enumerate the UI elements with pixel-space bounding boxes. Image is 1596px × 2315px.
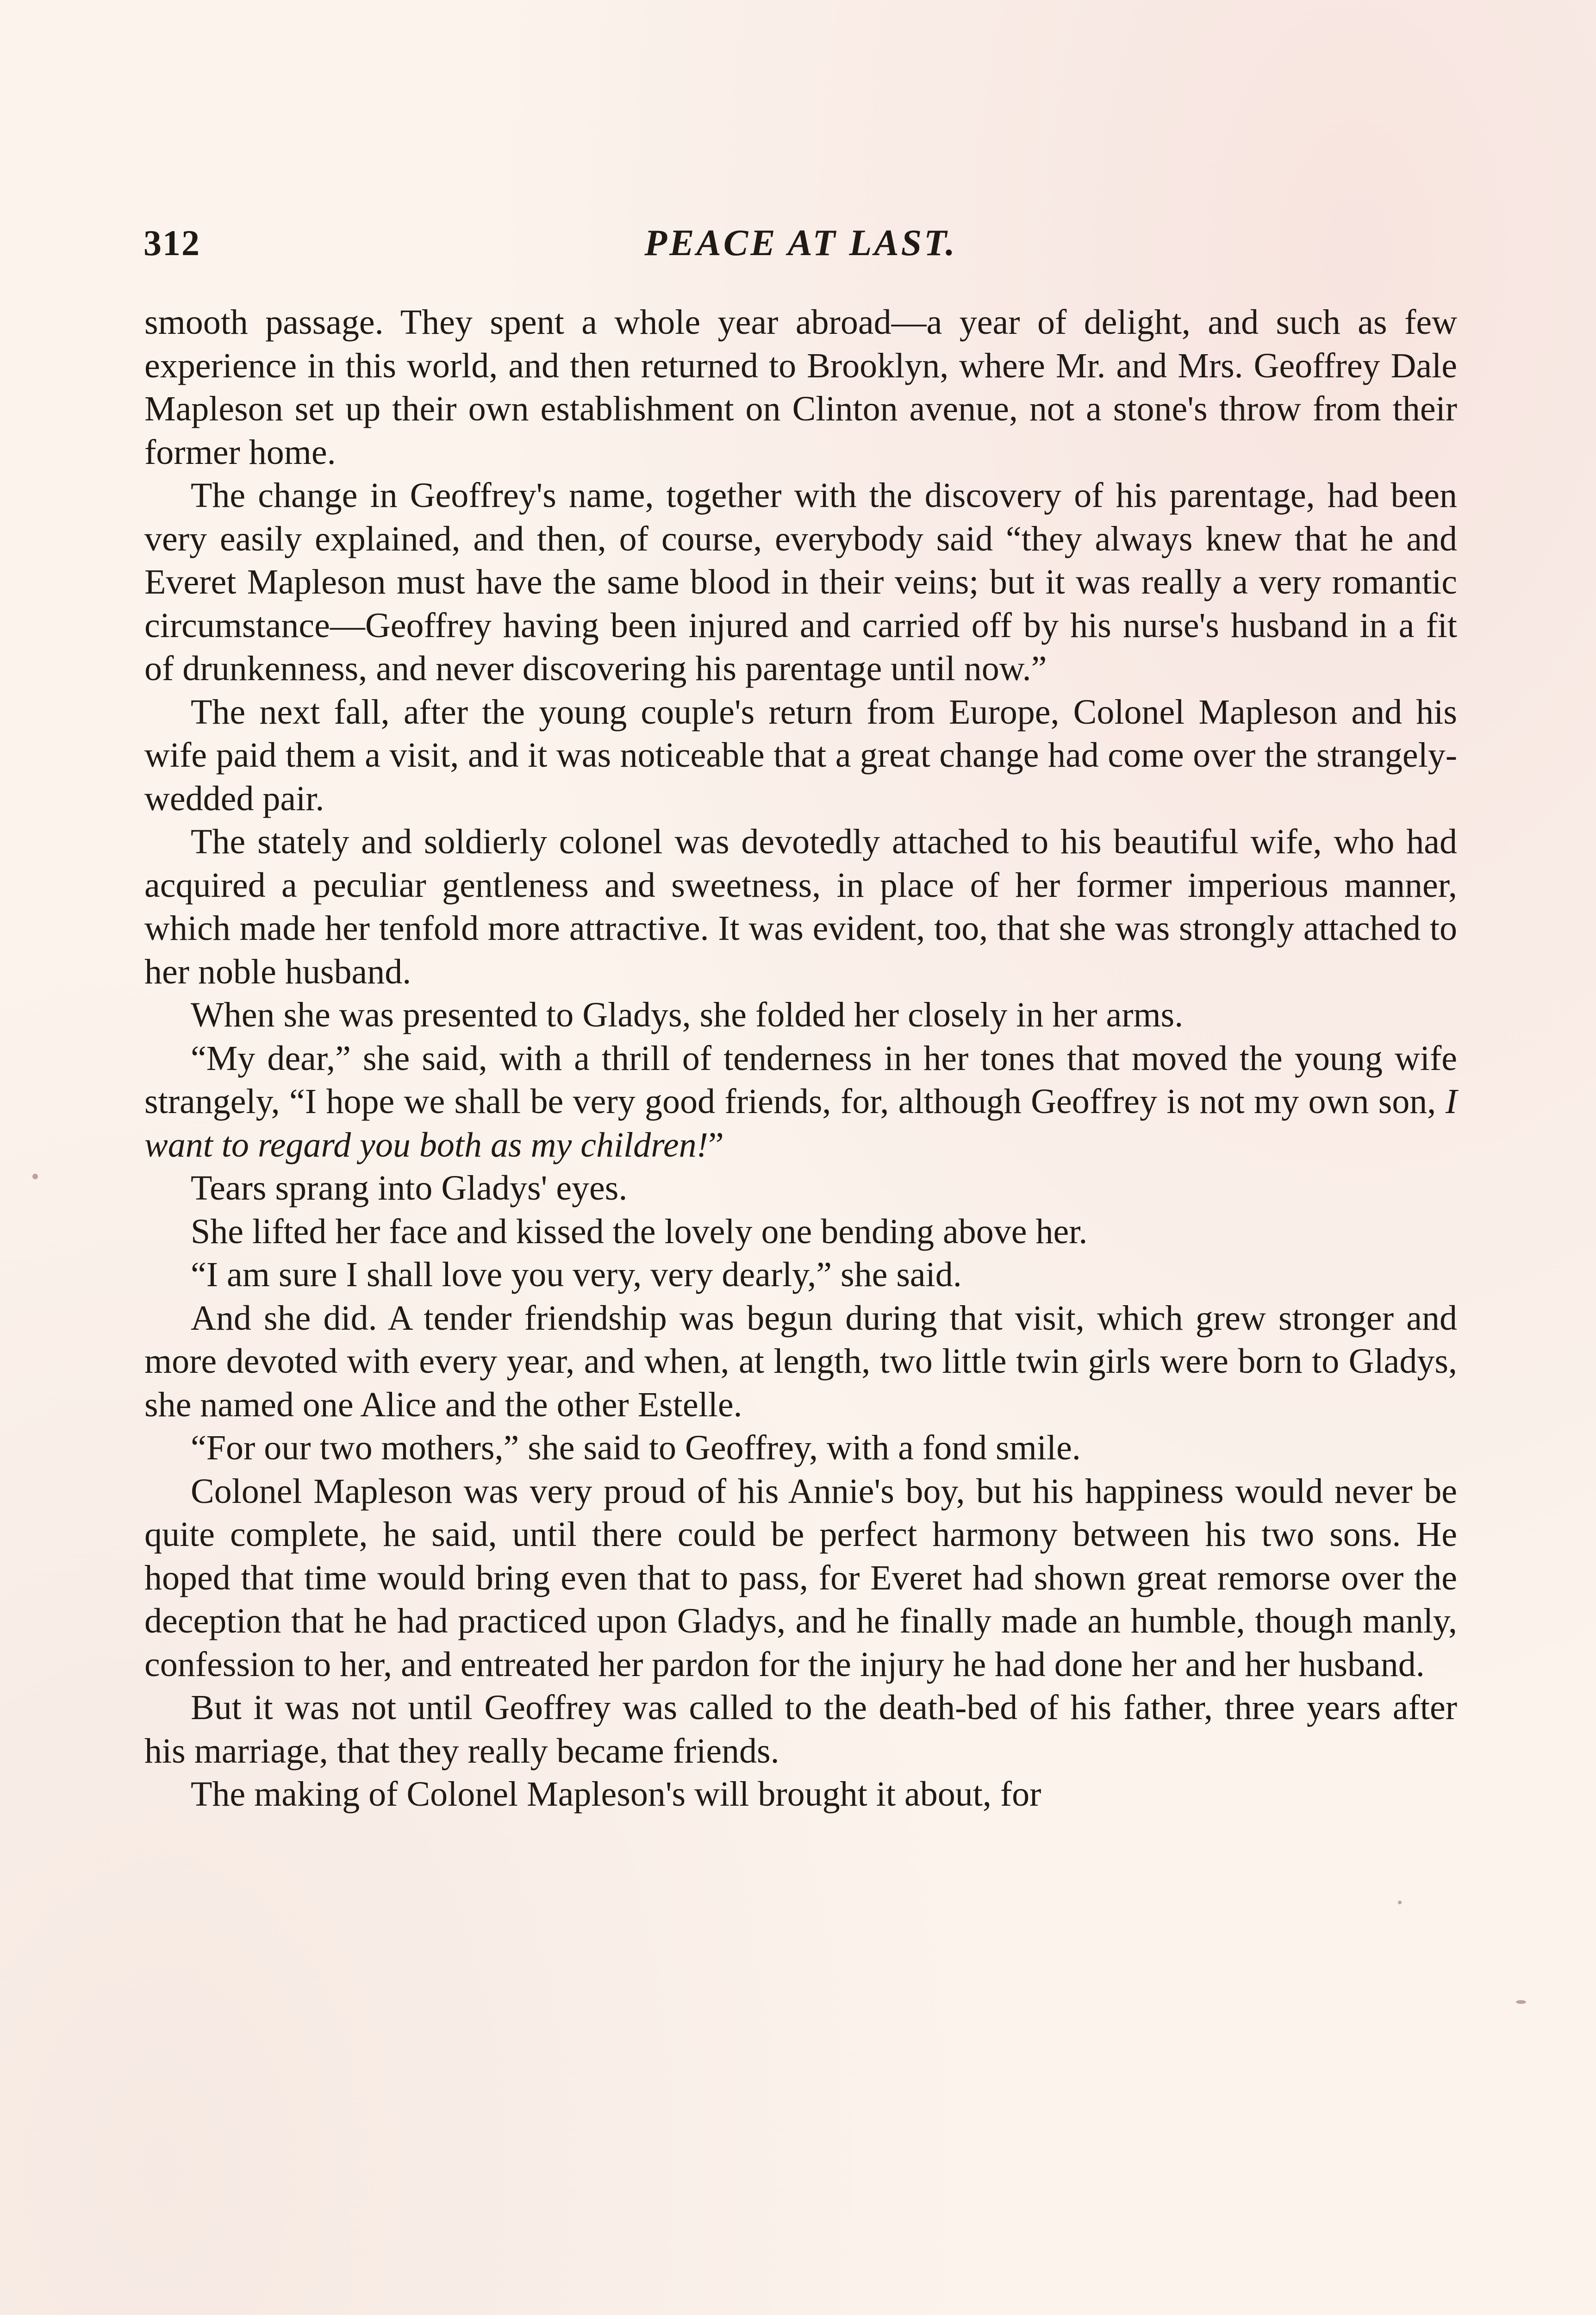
paragraph-1: smooth passage. They spent a whole year abroad—a year of delight, and such as few experience in this world, and then returned to Brooklyn, where Mr. and Mrs. Geoffrey Dale Mapleson set up their own establishment on Clinton avenue, not a stone's throw from their former home.	[144, 303, 1457, 472]
paragraph-5: When she was presented to Gladys, she folded her closely in her arms.	[191, 995, 1184, 1034]
paragraph-6: “My dear,” she said, with a thrill of tenderness in her tones that moved the young wife strangely, “I hope we shall be very good friends, for, although Geoffrey is not my own son, I want to regard you both as my children!”	[144, 1039, 1457, 1164]
running-head	[143, 222, 1458, 278]
paragraph-11: “For our two mothers,” she said to Geoffrey, with a fond smile.	[191, 1428, 1081, 1467]
italic-phrase: I want to regard you both as my children!	[144, 1082, 1457, 1164]
paragraph-8: She lifted her face and kissed the lovely one bending above her.	[191, 1212, 1088, 1251]
paper-speck	[32, 1174, 38, 1179]
paragraph-3: The next fall, after the young couple's return from Europe, Colonel Mapleson and his wife paid them a visit, and it was noticeable that a great change had come over the strangely-wedded pair.	[144, 692, 1457, 818]
page-number: 312	[143, 223, 200, 263]
paragraph-10: And she did. A tender friendship was begun during that visit, which grew stronger and more devoted with every year, and when, at length, two little twin girls were born to Gladys, she named one Alice and the other Estelle.	[144, 1298, 1457, 1424]
paragraph-12: Colonel Mapleson was very proud of his Annie's boy, but his happiness would never be quite complete, he said, until there could be perfect harmony between his two sons. He hoped that time would bring even that to pass, for Everet had shown great remorse over the deception that he had practiced upon Gladys, and he finally made an humble, though manly, confession to her, and entreated her pardon for the injury he had done her and her husband.	[144, 1471, 1457, 1684]
paragraph-14: The making of Colonel Mapleson's will brought it about, for	[191, 1775, 1041, 1814]
paper-speck	[1398, 1901, 1402, 1904]
running-title: PEACE AT LAST.	[644, 223, 957, 263]
paragraph-9: “I am sure I shall love you very, very dearly,” she said.	[191, 1255, 962, 1294]
paper-speck	[1516, 2000, 1526, 2004]
paragraph-13: But it was not until Geoffrey was called to the death-bed of his father, three years after his marriage, that they really became friends.	[144, 1688, 1457, 1771]
paragraph-4: The stately and soldierly colonel was devotedly attached to his beautiful wife, who had acquired a peculiar gentleness and sweetness, in place of her former imperious manner, which made her tenfold more attractive. It was evident, too, that she was strongly attached to her noble husband.	[144, 822, 1457, 991]
paragraph-7: Tears sprang into Gladys' eyes.	[191, 1169, 628, 1208]
paragraph-2: The change in Geoffrey's name, together with the discovery of his parentage, had been very easily explained, and then, of course, everybody said “they always knew that he and Everet Mapleson must have the same blood in their veins; but it was really a very romantic circumstance—Geoffrey having been injured and carried off by his nurse's husband in a fit of drunkenness, and never discovering his parentage until now.”	[144, 476, 1457, 688]
body-text	[144, 301, 1457, 1816]
